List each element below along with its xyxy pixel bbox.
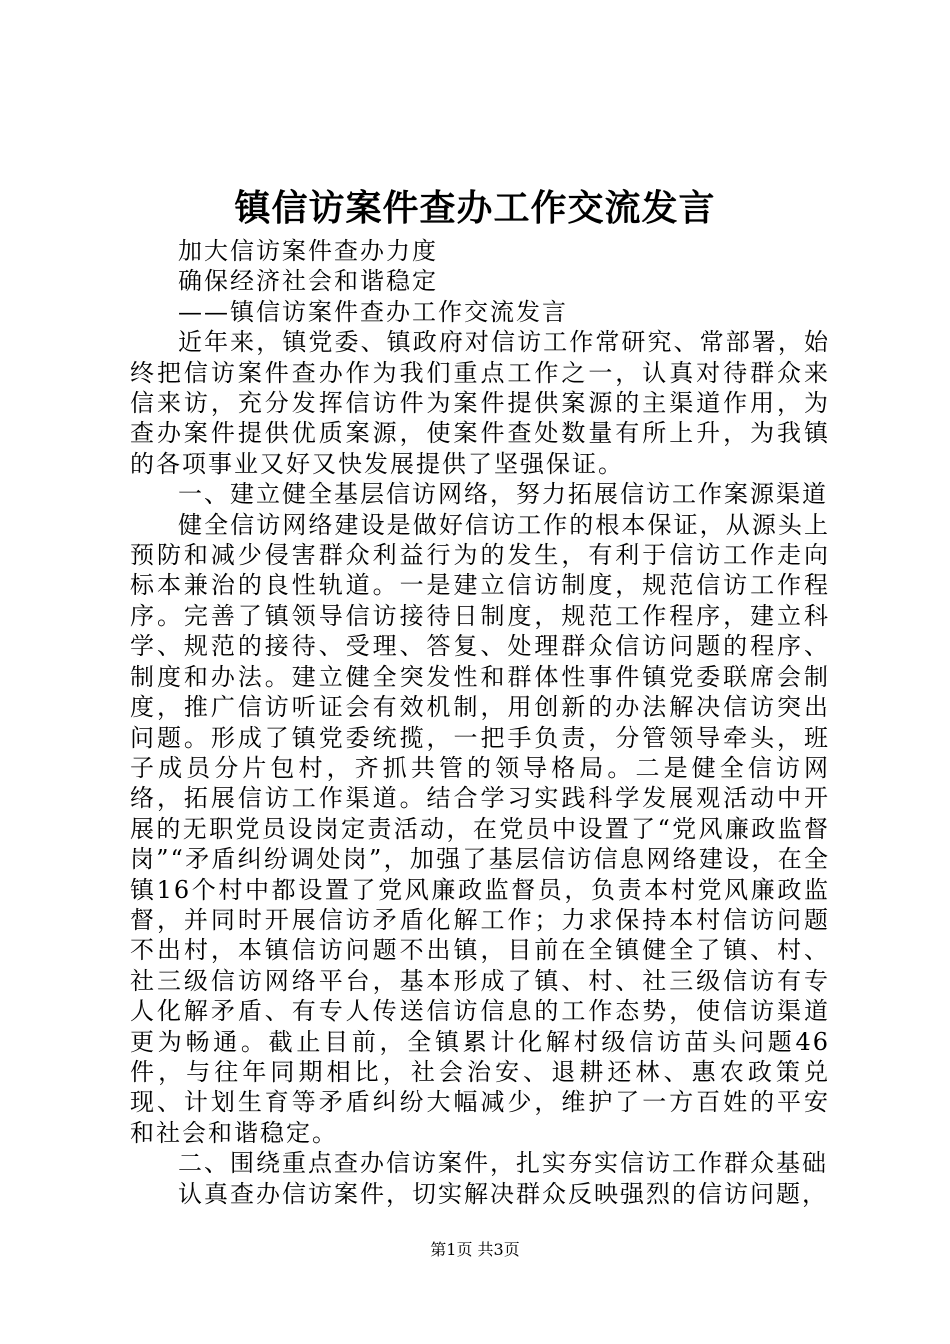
document-body [130,236,830,1209]
body-paragraph: 健全信访网络建设是做好信访工作的根本保证，从源头上预防和减少侵害群众利益行为的发生，有利于信访工作走向标本兼治的良性轨道。一是建立信访制度，规范信访工作程序。完善了镇领导信访接待日制度，规范工作程序，建立科学、规范的接待、受理、答复、处理群众信访问题的程序、制度和办法。建立健全突发性和群体性事件镇党委联席会制度，推广信访听证会有效机制，用创新的办法解决信访突出问题。形成了镇党委统揽，一把手负责，分管领导牵头，班子成员分片包村，齐抓共管的领导格局。二是健全信访网络，拓展信访工作渠道。结合学习实践科学发展观活动中开展的无职党员设岗定责活动，在党员中设置了“党风廉政监督岗”“矛盾纠纷调处岗”，加强了基层信访信息网络建设，在全镇16个村中都设置了党风廉政监督员，负责本村党风廉政监督，并同时开展信访矛盾化解工作；力求保持本村信访问题不出村，本镇信访问题不出镇，目前在全镇健全了镇、村、社三级信访网络平台，基本形成了镇、村、社三级信访有专人化解矛盾、有专人传送信访信息的工作态势，使信访渠道更为畅通。截止目前，全镇累计化解村级信访苗头问题46件，与往年同期相比，社会治安、退耕还林、惠农政策兑现、计划生育等矛盾纠纷大幅减少，维护了一方百姓的平安和社会和谐稳定。 [130,510,830,1147]
section-heading: 一、建立健全基层信访网络，努力拓展信访工作案源渠道 [178,480,828,509]
page-footer: 第1页 共3页 [430,1240,520,1259]
subtitle-line: 确保经济社会和谐稳定 [178,267,438,296]
subtitle-line: ——镇信访案件查办工作交流发言 [178,297,568,326]
body-paragraph: 近年来，镇党委、镇政府对信访工作常研究、常部署，始终把信访案件查办作为我们重点工作之一，认真对待群众来信来访，充分发挥信访件为案件提供案源的主渠道作用，为查办案件提供优质案源，使案件查处数量有所上升，为我镇的各项事业又好又快发展提供了坚强保证。 [130,328,830,478]
body-paragraph: 认真查办信访案件，切实解决群众反映强烈的信访问题， [178,1179,828,1208]
document-title: 镇信访案件查办工作交流发言 [234,187,716,229]
subtitle-line: 加大信访案件查办力度 [178,237,438,265]
section-heading: 二、围绕重点查办信访案件，扎实夯实信访工作群众基础 [178,1149,828,1178]
